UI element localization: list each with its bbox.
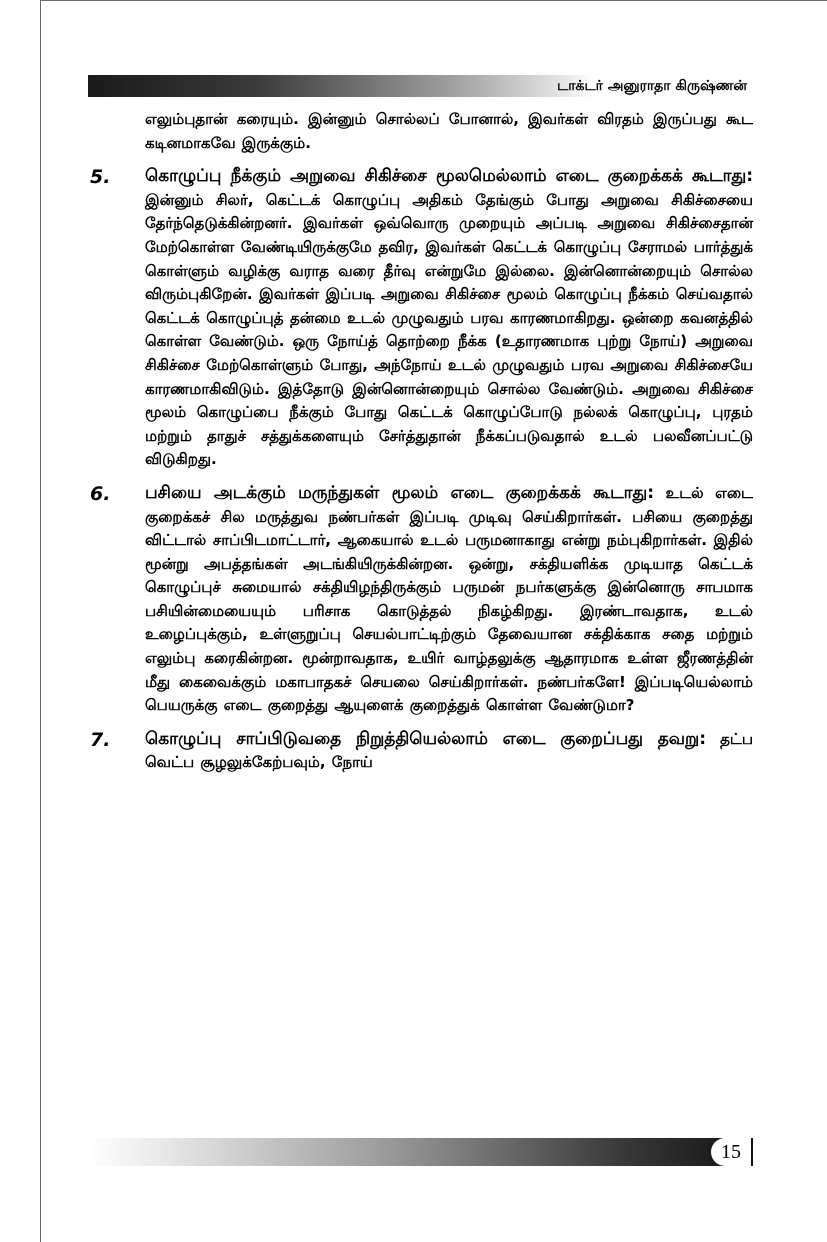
item-number: 6. <box>90 482 111 505</box>
list-item-6 <box>88 482 753 718</box>
item-body <box>145 728 753 775</box>
header-author: டாக்டர் அனுராதா கிருஷ்ணன் <box>557 78 747 94</box>
item-text: இன்னும் சிலர், கெட்டக் கொழுப்பு அதிகம் தேங்கும் போது அறுவை சிகிச்சையை தேர்ந்தெடுக்கின்றனர். இவர்கள் ஒவ்வொரு முறையும் அப்படி அறுவை சிகிச்சைதான் மேற்கொள்ள வேண்டியிருக்குமே தவிர, இவர்கள் கெட்டக் கொழுப்பு சேராமல் பார்த்துக் கொள்ளும் வழிக்கு வராத வரை தீர்வு என்றுமே இல்லை. இன்னொன்றையும் சொல்ல விரும்புகிறேன். இவர்கள் இப்படி அறுவை சிகிச்சை மூலம் கொழுப்பு நீக்கம் செய்வதால் கெட்டக் கொழுப்புத் தன்மை உடல் முழுவதும் பரவ காரணமாகிறது. ஒன்றை கவனத்தில் கொள்ள வேண்டும். ஒரு நோய்த் தொற்றை நீக்க (உதாரணமாக புற்று நோய்) அறுவை சிகிச்சை மேற்கொள்ளும் போது, அந்நோய் உடல் முழுவதும் பரவ அறுவை சிகிச்சையே காரணமாகிவிடும். இத்தோடு இன்னொன்றையும் சொல்ல வேண்டும். அறுவை சிகிச்சை மூலம் கொழுப்பை நீக்கும் போது கெட்டக் கொழுப்போடு நல்லக் கொழுப்பு, புரதம் மற்றும் தாதுச் சத்துக்களையும் சேர்த்துதான் நீக்கப்படுவதால் உடல் பலவீனப்பட்டு விடுகிறது. <box>145 190 753 469</box>
running-footer <box>88 1138 753 1166</box>
page-content <box>88 108 753 785</box>
item-heading: கொழுப்பு சாப்பிடுவதை நிறுத்தியெல்லாம் எடை குறைப்பது தவறு: <box>145 728 707 749</box>
item-heading: கொழுப்பு நீக்கும் அறுவை சிகிச்சை மூலமெல்லாம் எடை குறைக்கக் கூடாது: <box>145 166 753 187</box>
item-number: 5. <box>90 166 111 189</box>
item-text: தட்ப வெட்ப சூழலுக்கேற்பவும், நோய் <box>145 729 753 772</box>
page-number: 15 <box>711 1138 751 1166</box>
list-item-5 <box>88 165 753 472</box>
item-text: உடல் எடை குறைக்கச் சில மருத்துவ நண்பர்கள் இப்படி முடிவு செய்கிறார்கள். பசியை குறைத்து விட்டால் சாப்பிடமாட்டார், ஆகையால் உடல் பருமனாகாது என்று நம்புகிறார்கள். இதில் மூன்று அபத்தங்கள் அடங்கியிருக்கின்றன. ஒன்று, சக்தியளிக்க முடியாத கெட்டக் கொழுப்புச் சுமையால் சக்தியிழந்திருக்கும் பருமன் நபர்களுக்கு இன்னொரு சாபமாக பசியின்மையையும் பரிசாக கொடுத்தல் நிகழ்கிறது. இரண்டாவதாக, உடல் உழைப்புக்கும், உள்ளுறுப்பு செயல்பாட்டிற்கும் தேவையான சக்திக்காக சதை மற்றும் எலும்பு கரைகின்றன. மூன்றாவதாக, உயிர் வாழ்தலுக்கு ஆதாரமாக உள்ள ஜீரணத்தின் மீது கைவைக்கும் மகாபாதகச் செயலை செய்கிறார்கள். நண்பர்களே! இப்படியெல்லாம் பெயருக்கு எடை குறைத்து ஆயுளைக் குறைத்துக் கொள்ள வேண்டுமா? <box>145 483 753 715</box>
item-body <box>145 482 753 718</box>
item-body <box>145 165 753 472</box>
item-number: 7. <box>90 728 111 751</box>
running-header <box>88 75 753 97</box>
item-heading: பசியை அடக்கும் மருந்துகள் மூலம் எடை குறைக்கக் கூடாது: <box>145 482 655 503</box>
intro-paragraph: எலும்புதான் கரையும். இன்னும் சொல்லப் போனால், இவர்கள் விரதம் இருப்பது கூட கடினமாகவே இருக்கும். <box>145 110 753 152</box>
list-item-7 <box>88 728 753 775</box>
